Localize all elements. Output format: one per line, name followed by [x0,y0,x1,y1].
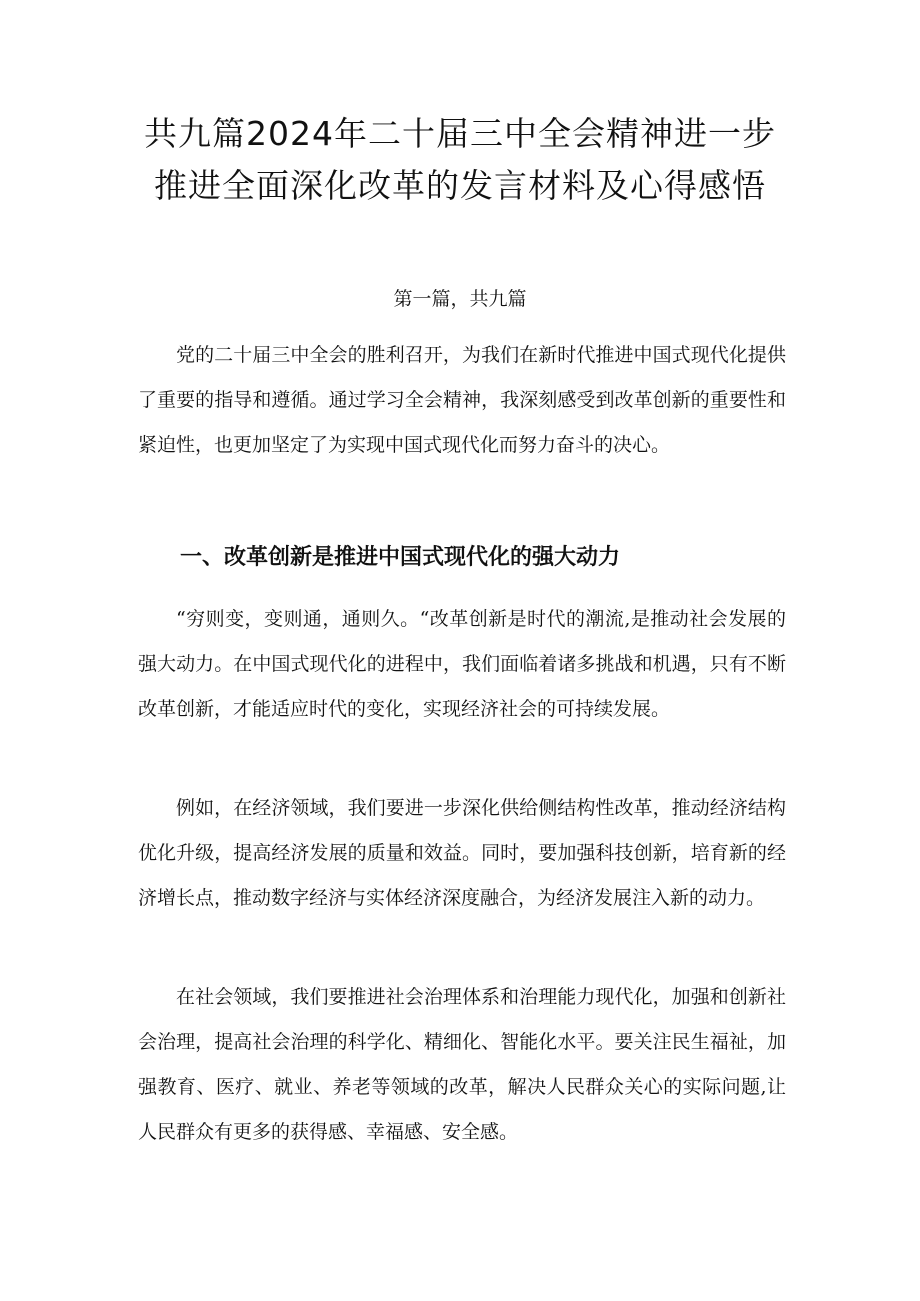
section-label: 第一篇，共九篇 [393,288,527,310]
document-title [110,108,810,212]
paragraph-reform-momentum: “穷则变，变则通，通则久。“改革创新是时代的潮流,是推动社会发展的强大动力。在中国式现代化的进程中，我们面临着诸多挑战和机遇，只有不断改革创新，才能适应时代的变化，实现经济社会的可持续发展。 [138,608,786,720]
paragraph-intro: 党的二十届三中全会的胜利召开，为我们在新时代推进中国式现代化提供了重要的指导和遵循。通过学习全会精神，我深刻感受到改革创新的重要性和紧迫性，也更加坚定了为实现中国式现代化而努力奋斗的决心。 [138,344,786,456]
paragraph-economic-example: 例如，在经济领域，我们要进一步深化供给侧结构性改革，推动经济结构优化升级，提高经济发展的质量和效益。同时，要加强科技创新，培育新的经济增长点，推动数字经济与实体经济深度融合，为经济发展注入新的动力。 [138,797,786,909]
paragraph-social-example: 在社会领域，我们要推进社会治理体系和治理能力现代化，加强和创新社会治理，提高社会治理的科学化、精细化、智能化水平。要关注民生福祉，加强教育、医疗、就业、养老等领域的改革，解决人民群众关心的实际问题,让人民群众有更多的获得感、幸福感、安全感。 [138,986,786,1143]
title-line-1: 共九篇2024年二十届三中全会精神进一步 [144,114,776,153]
section-heading-1: 一、改革创新是推进中国式现代化的强大动力 [180,545,621,570]
title-line-2: 推进全面深化改革的发言材料及心得感悟 [154,166,766,205]
